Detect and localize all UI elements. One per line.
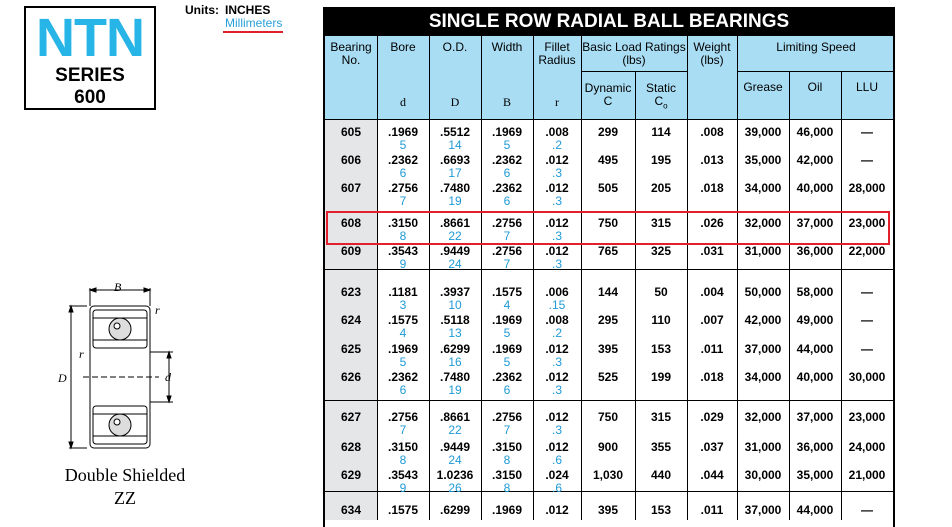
cell-oil: 35,000 [796,468,834,482]
cell-stat: 205 [650,181,672,195]
units-caption: Units: [185,3,219,17]
cell-r_mm: .6 [551,453,562,467]
cell-bore_mm: 5 [399,138,407,152]
cell-r: .012 [545,153,569,167]
cell-od: .6299 [439,503,471,517]
header-bearing-no: Bearing No. [330,40,372,67]
diagram-caption: Double Shielded [64,465,186,485]
cell-r: .008 [545,313,569,327]
cell-od_mm: 17 [448,166,462,180]
cell-bore: .3543 [387,244,419,258]
cell-grease: 34,000 [744,181,782,195]
cell-width: .2362 [491,370,523,384]
cell-llu: — [861,503,873,517]
header-od: O.D. [442,40,468,54]
cell-width: .1969 [491,313,523,327]
cell-grease: 37,000 [744,342,782,356]
cell-od_mm: 19 [448,194,462,208]
symbol-od: D [450,95,460,109]
cell-grease: 32,000 [744,216,782,230]
cell-stat: 153 [650,503,672,517]
cell-bore: .2756 [387,181,419,195]
header-fillet: Fillet Radius [538,40,576,67]
cell-bore_mm: 7 [399,423,407,437]
cell-width_mm: 7 [503,423,511,437]
cell-grease: 37,000 [744,503,782,517]
cell-dyn: 1,030 [592,468,624,482]
cell-width: .2756 [491,216,523,230]
cell-oil: 36,000 [796,440,834,454]
cell-llu: 21,000 [848,468,886,482]
cell-dyn: 395 [597,503,619,517]
cell-dyn: 299 [597,125,619,139]
cell-dyn: 505 [597,181,619,195]
cell-oil: 36,000 [796,244,834,258]
cell-dyn: 395 [597,342,619,356]
cell-width_mm: 5 [503,138,511,152]
label-B: B [114,280,122,294]
cell-no: 628 [340,440,362,454]
cell-bore: .3150 [387,216,419,230]
cell-bore: .1969 [387,125,419,139]
series-number: 600 [74,87,106,108]
header-width: Width [491,40,523,54]
cell-od: .7480 [439,370,471,384]
table-title: SINGLE ROW RADIAL BALL BEARINGS [325,7,893,36]
cell-dyn: 900 [597,440,619,454]
cell-stat: 114 [651,125,671,139]
cell-llu: 24,000 [848,440,886,454]
cell-width: .2362 [491,153,523,167]
cell-grease: 32,000 [744,410,782,424]
header-subdivider [737,71,895,72]
cell-dyn: 765 [597,244,619,258]
cell-od: .9449 [439,440,471,454]
cell-r: .012 [545,503,569,517]
cell-wt: .007 [700,313,724,327]
cell-od_mm: 24 [448,453,462,467]
diagram-caption-type: ZZ [114,488,136,508]
cell-no: 626 [340,370,362,384]
label-d: d [165,370,171,384]
header-weight: Weight (lbs) [693,40,731,67]
cell-od: .7480 [439,181,471,195]
cell-width_mm: 6 [503,166,511,180]
header-grease: Grease [743,80,783,94]
cell-stat: 153 [650,342,672,356]
cell-r_mm: .2 [551,326,562,340]
cell-llu: 23,000 [848,410,886,424]
cell-r: .012 [545,440,569,454]
cell-width_mm: 6 [503,383,511,397]
cell-llu: — [861,285,873,299]
cell-llu: — [861,125,873,139]
cell-oil: 42,000 [796,153,834,167]
label-r-side: r [79,347,84,361]
cell-grease: 31,000 [744,244,782,258]
cell-width_mm: 6 [503,194,511,208]
cell-bore_mm: 8 [399,229,407,243]
cell-r: .006 [545,285,569,299]
cell-od_mm: 22 [448,423,462,437]
cell-od: .9449 [439,244,471,258]
cell-bore_mm: 8 [399,453,407,467]
cell-stat: 325 [650,244,672,258]
cell-oil: 49,000 [796,313,834,327]
cell-stat: 199 [650,370,672,384]
cell-width: .1969 [491,503,523,517]
cell-od_mm: 24 [448,257,462,271]
cell-r_mm: .6 [551,481,562,495]
cell-width: .2362 [491,181,523,195]
cell-no: 629 [340,468,362,482]
cell-r: .012 [545,216,569,230]
cell-od: 1.0236 [436,468,474,482]
cell-bore: .3543 [387,468,419,482]
header-oil: Oil [807,80,823,94]
cell-r_mm: .3 [551,423,562,437]
cell-width_mm: 7 [503,257,511,271]
cell-bore: .1181 [388,285,418,299]
units-millimeters: Millimeters [225,16,283,30]
cell-r_mm: .3 [551,355,562,369]
cell-width_mm: 8 [503,481,511,495]
cell-wt: .011 [700,503,724,517]
cell-bore_mm: 6 [399,166,407,180]
cell-wt: .004 [700,285,724,299]
cell-r_mm: .3 [551,257,562,271]
cell-bore: .1575 [387,313,419,327]
cell-dyn: 144 [597,285,619,299]
label-D: D [58,371,67,385]
cell-no: 627 [340,410,362,424]
cell-stat: 195 [650,153,672,167]
bearing-diagram [55,278,185,458]
cell-r_mm: .2 [551,138,562,152]
cell-grease: 39,000 [744,125,782,139]
header-subdivider [581,71,687,72]
cell-wt: .008 [700,125,724,139]
cell-wt: .013 [700,153,724,167]
cell-od: .5512 [439,125,471,139]
cell-od: .8661 [439,216,471,230]
cell-oil: 37,000 [796,410,834,424]
cell-dyn: 525 [597,370,619,384]
cell-width_mm: 4 [503,298,511,312]
cell-wt: .026 [700,216,724,230]
group-separator [325,400,893,401]
header-bottom-rule [325,119,893,120]
cell-bore_mm: 3 [399,298,407,312]
cell-bore_mm: 9 [399,481,407,495]
cell-width: .1969 [491,125,523,139]
cell-grease: 42,000 [744,313,782,327]
cell-stat: 355 [650,440,672,454]
label-r-top: r [155,303,160,317]
cell-r: .024 [545,468,569,482]
cell-r_mm: .15 [548,298,566,312]
cell-bore: .1969 [387,342,419,356]
cell-r: .012 [545,181,569,195]
cell-width: .1969 [491,342,523,356]
cell-od_mm: 14 [448,138,462,152]
cell-r: .012 [545,370,569,384]
cell-od_mm: 26 [448,481,462,495]
cell-wt: .044 [700,468,724,482]
cell-width: .2756 [491,410,523,424]
cell-r: .012 [545,244,569,258]
brand-logo-text: NTN [36,8,144,68]
symbol-fillet: r [555,95,559,109]
header-static: Static $C_o$ [645,81,676,111]
cell-dyn: 750 [597,410,619,424]
cell-no: 634 [340,503,362,517]
cell-stat: 440 [650,468,672,482]
highlighted-row-608 [326,211,890,245]
cell-r_mm: .3 [551,229,562,243]
cell-width_mm: 8 [503,453,511,467]
cell-wt: .018 [700,370,724,384]
cell-od_mm: 13 [448,326,462,340]
cell-no: 625 [340,342,362,356]
cell-od_mm: 10 [448,298,462,312]
cell-stat: 50 [654,285,668,299]
cell-grease: 35,000 [744,153,782,167]
cell-dyn: 295 [597,313,619,327]
cell-wt: .031 [700,244,724,258]
cell-llu: — [861,313,873,327]
cell-oil: 37,000 [796,216,834,230]
cell-width: .1575 [491,285,523,299]
cell-bore: .1575 [387,503,419,517]
cell-no: 609 [340,244,362,258]
cell-stat: 315 [650,410,672,424]
cell-r_mm: .3 [551,166,562,180]
cell-bore: .3150 [387,440,419,454]
symbol-bore: d [400,95,406,109]
header-llu: LLU [855,80,878,94]
cell-bore: .2362 [387,153,419,167]
cell-wt: .029 [700,410,724,424]
cell-no: 607 [340,181,362,195]
cell-wt: .037 [700,440,724,454]
cell-stat: 110 [651,313,671,327]
cell-oil: 44,000 [796,342,834,356]
cell-llu: 30,000 [848,370,886,384]
cell-grease: 31,000 [744,440,782,454]
cell-bore_mm: 7 [399,194,407,208]
cell-r_mm: .3 [551,383,562,397]
cell-width_mm: 7 [503,229,511,243]
header-bore: Bore [390,40,416,54]
cell-bore_mm: 9 [399,257,407,271]
cell-no: 605 [340,125,362,139]
cell-od: .5118 [440,313,470,327]
cell-oil: 40,000 [796,181,834,195]
cell-bore: .2362 [387,370,419,384]
cell-bore_mm: 4 [399,326,407,340]
header-dynamic: Dynamic C [584,81,632,108]
cell-dyn: 495 [597,153,619,167]
cell-width_mm: 5 [503,355,511,369]
cell-llu: — [861,153,873,167]
units-underline [223,31,283,33]
symbol-width: B [502,95,511,109]
cell-od: .6299 [439,342,471,356]
bearing-spec-table [323,7,895,527]
ntn-logo [24,6,156,110]
cell-od: .8661 [439,410,471,424]
cell-grease: 30,000 [744,468,782,482]
cell-od_mm: 22 [448,229,462,243]
cell-no: 606 [340,153,362,167]
series-label: SERIES [55,65,125,86]
cell-llu: 28,000 [848,181,886,195]
cell-width: .3150 [491,440,523,454]
cell-bore_mm: 6 [399,383,407,397]
cell-r: .008 [545,125,569,139]
cell-oil: 58,000 [796,285,834,299]
cell-stat: 315 [650,216,672,230]
cell-grease: 50,000 [744,285,782,299]
cell-oil: 44,000 [796,503,834,517]
cell-od: .6693 [439,153,471,167]
cell-r_mm: .3 [551,194,562,208]
cell-llu: — [861,342,873,356]
cell-r: .012 [545,410,569,424]
cell-bore: .2756 [387,410,419,424]
cell-no: 623 [340,285,362,299]
cell-oil: 46,000 [796,125,834,139]
header-limiting-speed: Limiting Speed [776,40,856,54]
cell-oil: 40,000 [796,370,834,384]
cell-width: .3150 [491,468,523,482]
cell-width: .2756 [491,244,523,258]
cell-od: .3937 [439,285,471,299]
cell-wt: .011 [700,342,724,356]
cell-grease: 34,000 [744,370,782,384]
cell-llu: 22,000 [848,244,886,258]
cell-dyn: 750 [597,216,619,230]
header-load-ratings: Basic Load Ratings (lbs) [582,40,686,67]
cell-od_mm: 19 [448,383,462,397]
cell-width_mm: 5 [503,326,511,340]
cell-no: 624 [340,313,362,327]
cell-llu: 23,000 [848,216,886,230]
cell-od_mm: 16 [448,355,462,369]
units-inches: INCHES [225,3,271,17]
cell-r: .012 [545,342,569,356]
cell-wt: .018 [700,181,724,195]
cell-bore_mm: 5 [399,355,407,369]
cell-no: 608 [340,216,362,230]
